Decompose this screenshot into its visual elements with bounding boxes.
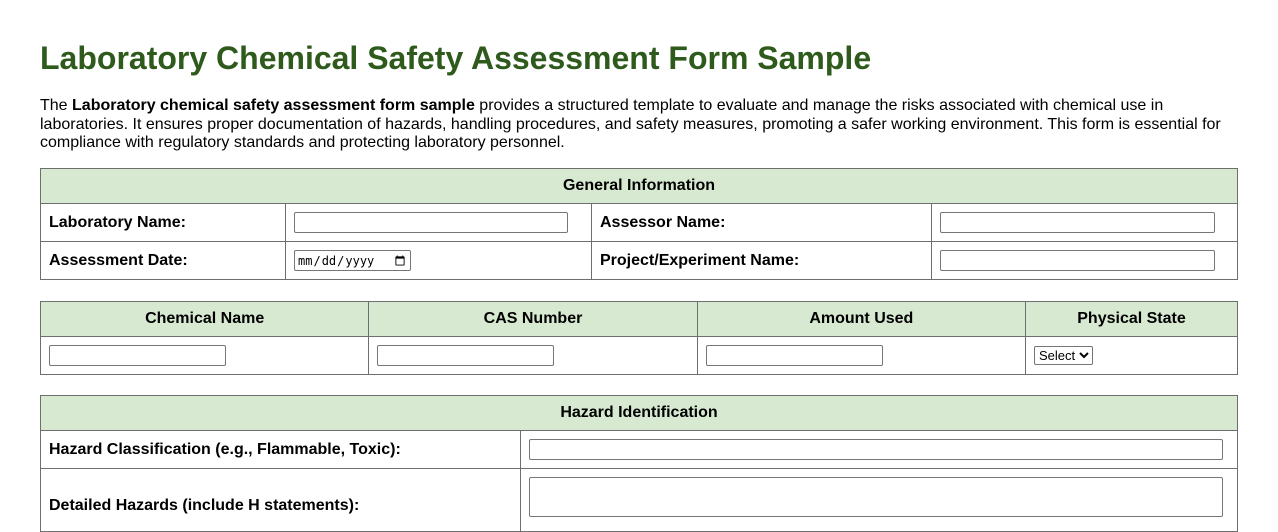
hazard-identification-table [40,395,1238,532]
assessment-date-input[interactable] [294,250,411,271]
laboratory-name-label: Laboratory Name: [41,204,286,242]
chemical-name-cell [41,337,369,375]
column-chemical-name: Chemical Name [41,302,369,337]
assessment-date-cell [286,242,592,280]
detailed-hazards-label: Detailed Hazards (include H statements): [41,469,521,532]
assessment-date-label: Assessment Date: [41,242,286,280]
intro-suffix: provides a structured template to evaluate and manage the risks associated with chemical use in laboratories. It ensures proper documentation of hazards, handling procedures, and safety measures, promoting a safer working environment. This form is essential for compliance with regulatory standards and protecting laboratory personnel. [40,97,1221,151]
laboratory-name-input[interactable] [294,212,568,233]
hazard-classification-cell [521,431,1238,469]
cas-number-cell [369,337,697,375]
amount-used-input[interactable] [706,345,883,366]
chemical-name-input[interactable] [49,345,226,366]
table-row [41,337,1238,375]
hazard-classification-label: Hazard Classification (e.g., Flammable, Toxic): [41,431,521,469]
column-amount-used: Amount Used [697,302,1025,337]
assessor-name-input[interactable] [940,212,1215,233]
column-cas-number: CAS Number [369,302,697,337]
project-name-label: Project/Experiment Name: [592,242,932,280]
page-title: Laboratory Chemical Safety Assessment Form Sample [40,40,872,76]
laboratory-name-cell [286,204,592,242]
project-name-cell [932,242,1238,280]
detailed-hazards-textarea[interactable] [529,477,1223,517]
amount-used-cell [697,337,1025,375]
physical-state-select[interactable] [1034,346,1093,365]
column-physical-state: Physical State [1026,302,1238,337]
intro-prefix: The [40,97,73,114]
intro-paragraph [40,97,1238,153]
assessor-name-label: Assessor Name: [592,204,932,242]
intro-bold: Laboratory chemical safety assessment form sample [72,97,475,114]
chemicals-table [40,301,1238,375]
assessor-name-cell [932,204,1238,242]
hazard-identification-heading: Hazard Identification [41,396,1238,431]
general-information-table [40,168,1238,280]
detailed-hazards-cell [521,469,1238,532]
cas-number-input[interactable] [377,345,554,366]
physical-state-cell [1026,337,1238,375]
project-name-input[interactable] [940,250,1215,271]
hazard-classification-input[interactable] [529,439,1223,460]
general-information-heading: General Information [41,169,1238,204]
